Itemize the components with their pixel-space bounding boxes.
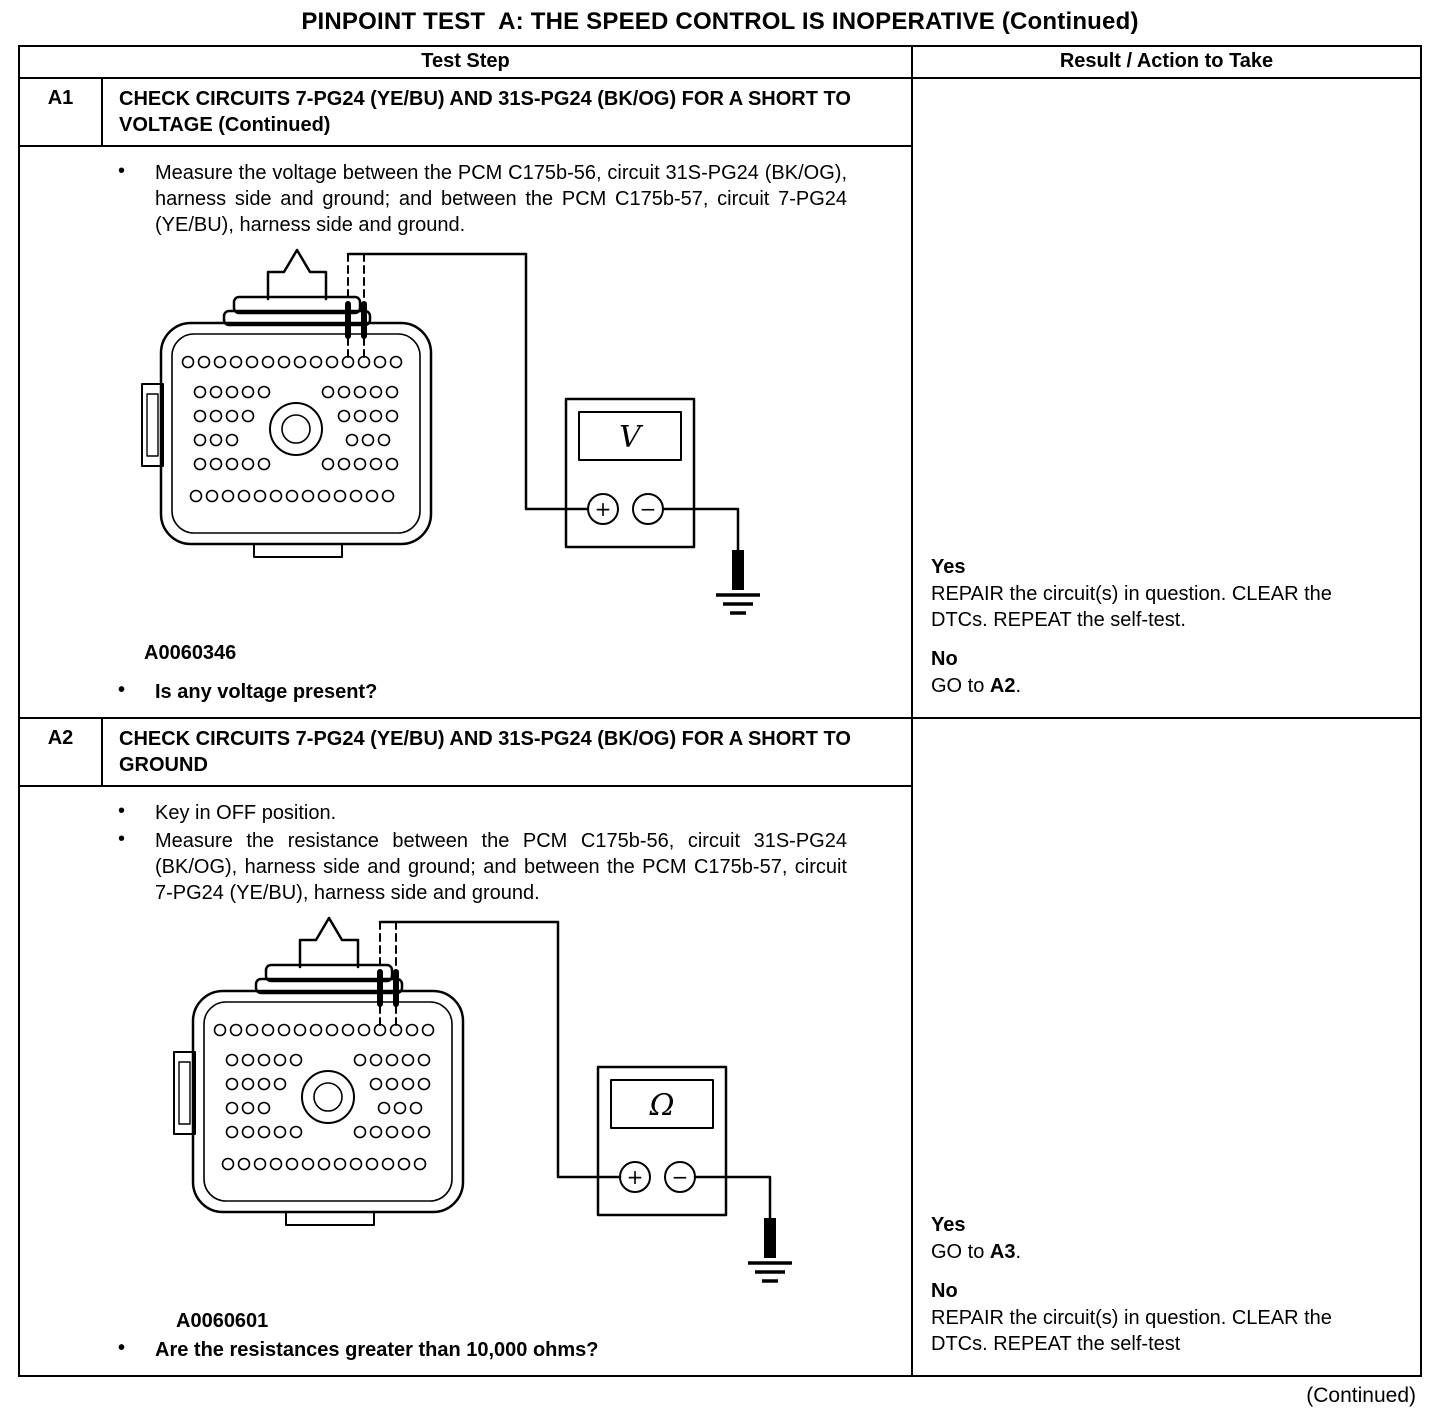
ground-symbol — [716, 550, 760, 613]
connector-latch — [300, 918, 358, 967]
connector-center-bolt — [270, 403, 322, 455]
connector-pins — [215, 1025, 434, 1170]
probe-tips — [380, 972, 396, 1004]
step-instruction-text: • Key in OFF position. — [155, 802, 337, 824]
pinpoint-test-table — [18, 45, 1422, 1377]
test-lead-wire — [380, 922, 620, 1177]
step-instruction — [118, 160, 863, 238]
column-header-test-step: Test Step — [421, 50, 510, 72]
page-title: PINPOINT TEST A: THE SPEED CONTROL IS INOPERATIVE (Continued) — [301, 8, 1139, 35]
result-answer: Yes — [931, 1214, 966, 1236]
step-question — [118, 1337, 863, 1363]
minus-terminal-label: − — [639, 497, 657, 521]
step-instruction-text: • Measure the resistance between the PCM C175b-56, circuit 31S-PG24 (BK/OG), harness side and ground; and between the PCM C175b-57, circuit 7-PG24 (YE/BU), harness side and ground. — [155, 830, 847, 904]
step-title: CHECK CIRCUITS 7-PG24 (YE/BU) AND 31S-PG24 (BK/OG) FOR A SHORT TO GROUND — [119, 728, 851, 776]
step-question-text: • Are the resistances greater than 10,000 ohms? — [155, 1339, 599, 1361]
result-answer: No — [931, 1280, 958, 1302]
circuit-test-diagram — [158, 912, 798, 1302]
ground-wire — [695, 1177, 770, 1218]
step-instruction — [118, 828, 863, 906]
result-action: REPAIR the circuit(s) in question. CLEAR the DTCs. REPEAT the self-test — [931, 1307, 1332, 1355]
result-answer: No — [931, 648, 958, 670]
minus-terminal-label: − — [671, 1165, 689, 1189]
result-no — [931, 1278, 1404, 1357]
ground-wire — [663, 509, 738, 550]
connector-latch — [268, 250, 326, 299]
connector-bottom-tab — [286, 1212, 374, 1225]
figure-label: A0060601 — [176, 1310, 269, 1332]
step-heading — [20, 79, 911, 147]
step-id: A1 — [20, 79, 103, 145]
result-action: GO to A3. — [931, 1241, 1022, 1263]
figure-label: A0060346 — [144, 642, 237, 664]
step-instruction — [118, 800, 863, 826]
result-yes — [931, 554, 1404, 633]
step-body — [20, 787, 911, 1375]
probe-tips — [348, 304, 364, 336]
test-step-row-a2 — [20, 719, 1420, 1375]
plus-terminal-label: + — [626, 1165, 644, 1189]
wiring-diagram-a1 — [126, 244, 863, 640]
connector-bottom-tab — [254, 544, 342, 557]
continued-note: (Continued) — [1306, 1384, 1416, 1407]
test-step-cell — [20, 719, 911, 1375]
test-lead-wire — [348, 254, 588, 509]
meter-symbol: Ω — [649, 1088, 675, 1123]
test-step-row-a1 — [20, 79, 1420, 719]
meter-symbol: V — [619, 420, 641, 455]
table-header-row — [20, 47, 1420, 79]
column-header-result-action: Result / Action to Take — [911, 47, 1420, 77]
step-title: CHECK CIRCUITS 7-PG24 (YE/BU) AND 31S-PG24 (BK/OG) FOR A SHORT TO VOLTAGE (Continued) — [119, 88, 851, 136]
test-step-cell — [20, 79, 911, 717]
plus-terminal-label: + — [594, 497, 612, 521]
circuit-test-diagram — [126, 244, 766, 634]
result-no — [931, 646, 1404, 699]
ground-symbol — [748, 1218, 792, 1281]
result-action-cell — [911, 719, 1420, 1375]
result-action: GO to A2. — [931, 675, 1022, 697]
connector-body — [161, 323, 431, 544]
step-question — [118, 679, 863, 705]
result-answer: Yes — [931, 556, 966, 578]
step-body — [20, 147, 911, 717]
connector-body — [193, 991, 463, 1212]
connector-center-bolt — [302, 1071, 354, 1123]
wiring-diagram-a2 — [158, 912, 863, 1308]
result-action-cell — [911, 79, 1420, 717]
result-action: REPAIR the circuit(s) in question. CLEAR the DTCs. REPEAT the self-test. — [931, 583, 1332, 631]
result-yes — [931, 1212, 1404, 1265]
step-instruction-text: • Measure the voltage between the PCM C175b-56, circuit 31S-PG24 (BK/OG), harness side and ground; and between the PCM C175b-57, circuit 7-PG24 (YE/BU), harness side and ground. — [155, 162, 847, 236]
step-heading — [20, 719, 911, 787]
connector-pins — [183, 357, 402, 502]
step-id: A2 — [20, 719, 103, 785]
step-question-text: • Is any voltage present? — [155, 681, 378, 703]
